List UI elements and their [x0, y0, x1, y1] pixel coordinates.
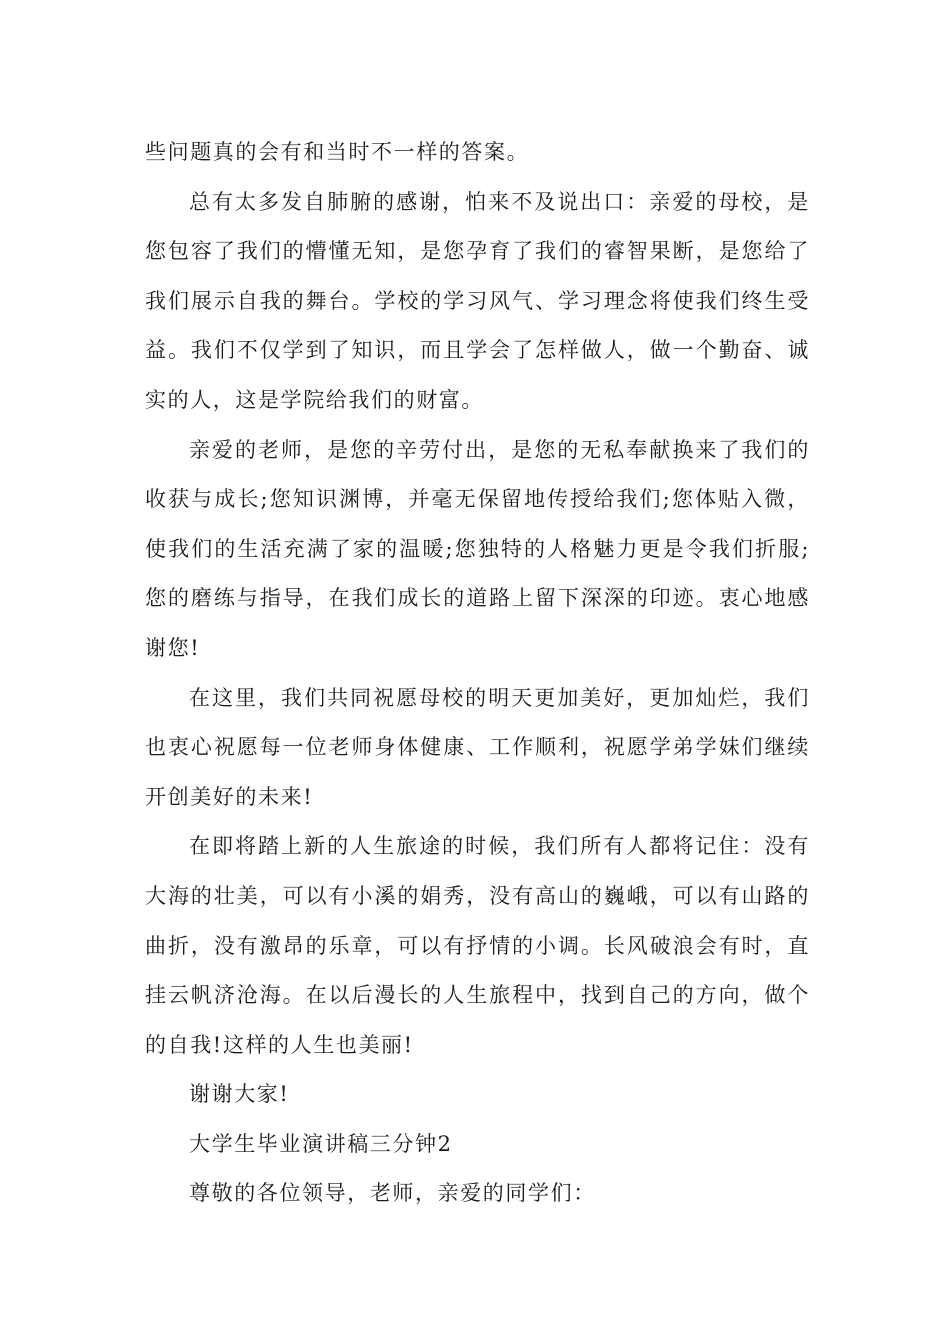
paragraph-journey: 在即将踏上新的人生旅途的时候，我们所有人都将记住：没有大海的壮美，可以有小溪的娟秀，没有高山的巍峨，可以有山路的曲折，没有激昂的乐章，可以有抒情的小调。长风破浪会有时，直挂云帆济沧海。在以后漫长的人生旅程中，找到自己的方向，做个的自我!这样的人生也美丽! [145, 834, 810, 1057]
document-body [145, 128, 810, 1219]
paragraph-thanks-school: 总有太多发自肺腑的感谢，怕来不及说出口：亲爱的母校，是您包容了我们的懵懂无知，是您孕育了我们的睿智果断，是您给了我们展示自我的舞台。学校的学习风气、学习理念将使我们终生受益。我们不仅学到了知识，而且学会了怎样做人，做一个勤奋、诚实的人，这是学院给我们的财富。 [145, 189, 810, 412]
paragraph-continuation: 些问题真的会有和当时不一样的答案。 [145, 140, 530, 164]
paragraph-wishes: 在这里，我们共同祝愿母校的明天更加美好，更加灿烂，我们也衷心祝愿每一位老师身体健康、工作顺利，祝愿学弟学妹们继续开创美好的未来! [145, 685, 810, 809]
paragraph-closing: 谢谢大家! [189, 1082, 290, 1107]
paragraph-salutation: 尊敬的各位领导，老师，亲爱的同学们： [189, 1181, 596, 1206]
section-heading: 大学生毕业演讲稿三分钟2 [189, 1131, 453, 1156]
paragraph-thanks-teachers: 亲爱的老师，是您的辛劳付出，是您的无私奉献换来了我们的收获与成长;您知识渊博，并毫无保留地传授给我们;您体贴入微，使我们的生活充满了家的温暖;您独特的人格魅力更是令我们折服;您的磨练与指导，在我们成长的道路上留下深深的印迹。衷心地感谢您! [145, 437, 810, 660]
